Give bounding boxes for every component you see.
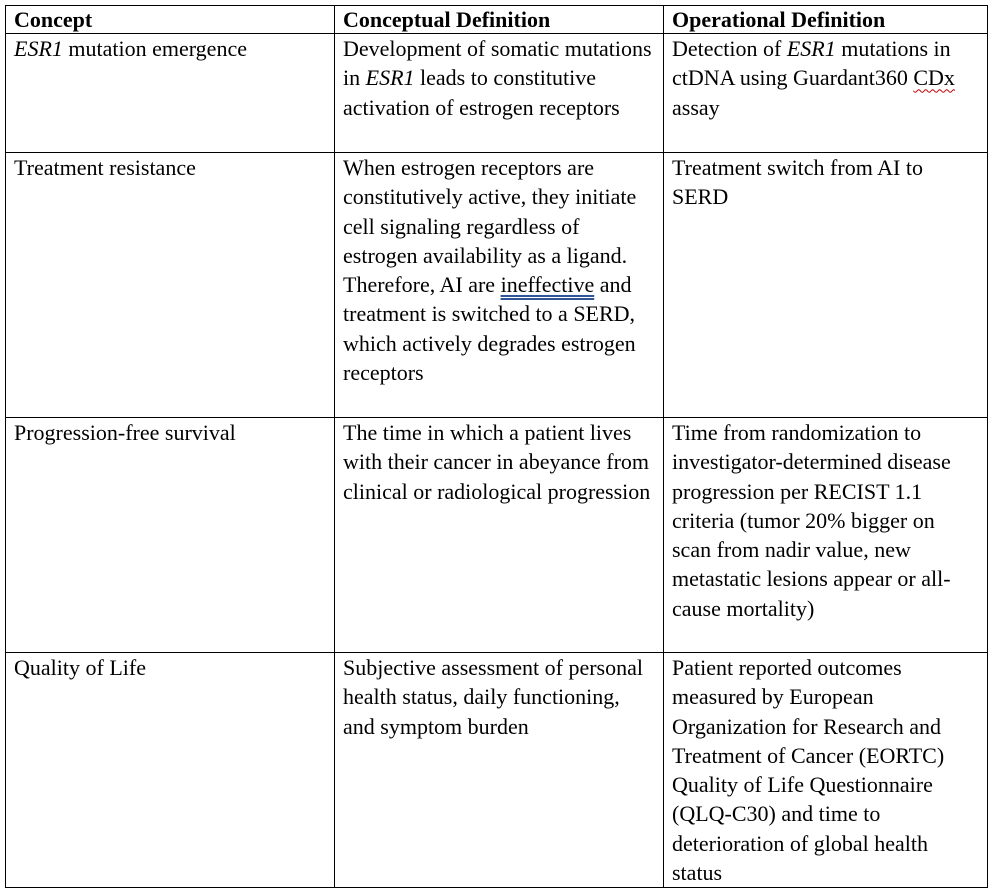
gene-name: ESR1: [786, 36, 836, 61]
operational-definition-cell: Treatment switch from AI to SERD: [664, 153, 988, 418]
header-operational-definition: Operational Definition: [664, 6, 988, 34]
operational-text: assay: [672, 94, 720, 120]
gene-name: ESR1: [365, 65, 415, 91]
conceptual-definition-cell: [335, 34, 664, 153]
operational-definition-cell: Patient reported outcomes measured by European Organization for Research and Treatment of Cancer (EORTC) Quality of Life Questionnaire (QLQ-C30) and time to deterioration of global health status: [664, 653, 988, 888]
conceptual-definition-cell: Subjective assessment of personal health status, daily functioning, and symptom burden: [335, 653, 664, 888]
grammar-flagged-word: ineffective: [500, 272, 595, 298]
operational-definition-cell: [664, 34, 988, 153]
table-row: [6, 153, 988, 418]
definitions-table: [5, 5, 988, 888]
concept-cell: [6, 34, 335, 153]
concept-cell: Quality of Life: [6, 653, 335, 888]
header-concept: Concept: [6, 6, 335, 34]
conceptual-text: Development of somatic mutations in: [343, 36, 652, 91]
table-row: [6, 653, 988, 888]
table-row: [6, 34, 988, 153]
operational-text: mutations in ctDNA using Guardant360: [672, 36, 951, 91]
conceptual-text: When estrogen receptors are constitutively active, they initiate cell signaling regardless of estrogen availability as a ligand. Therefore, AI are: [343, 155, 637, 298]
conceptual-definition-cell: The time in which a patient lives with their cancer in abeyance from clinical or radiological progression: [335, 418, 664, 653]
table-row: [6, 418, 988, 653]
operational-text: Detection of: [672, 36, 787, 61]
conceptual-definition-cell: [335, 153, 664, 418]
gene-name: ESR1: [14, 36, 63, 61]
concept-cell: Treatment resistance: [6, 153, 335, 418]
spellcheck-flagged-word: CDx: [913, 65, 955, 91]
conceptual-text: and treatment is switched to a SERD, which actively degrades estrogen receptors: [343, 272, 636, 386]
concept-text: mutation emergence: [62, 36, 247, 61]
header-conceptual-definition: Conceptual Definition: [335, 6, 664, 34]
conceptual-text: leads to constitutive activation of estrogen receptors: [343, 65, 620, 120]
operational-definition-cell: Time from randomization to investigator-determined disease progression per RECIST 1.1 criteria (tumor 20% bigger on scan from nadir value, new metastatic lesions appear or all-cause mortality): [664, 418, 988, 653]
concept-cell: Progression-free survival: [6, 418, 335, 653]
header-row: [6, 6, 988, 34]
